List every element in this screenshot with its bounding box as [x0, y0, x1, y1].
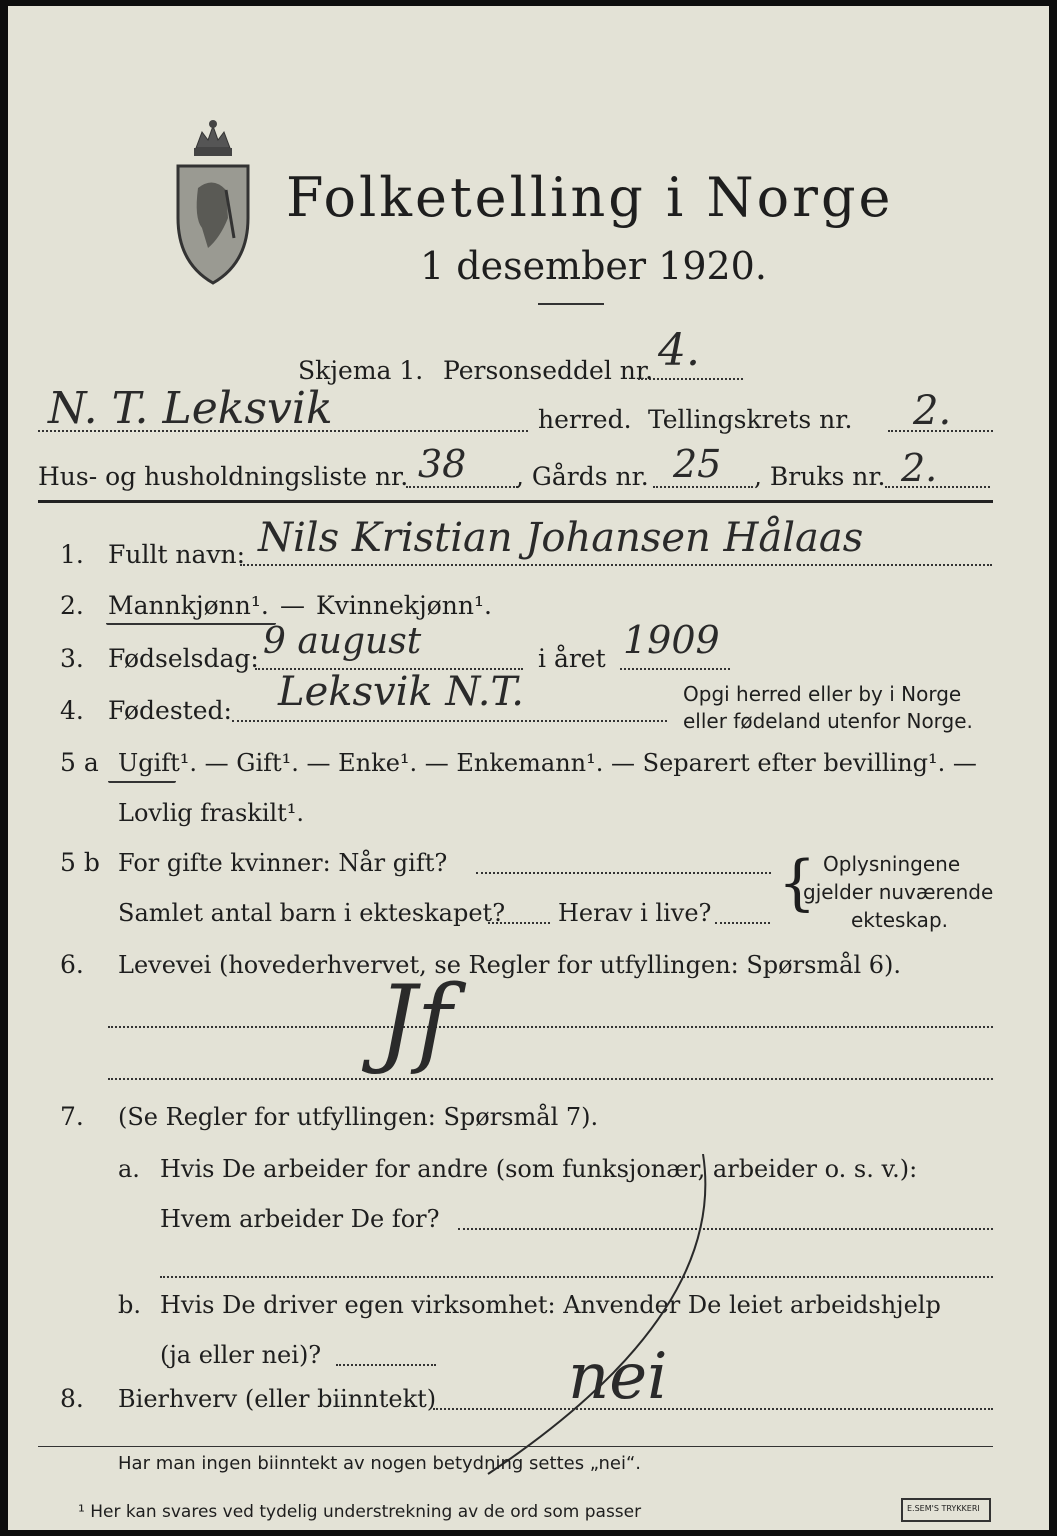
q7b-line1: Hvis De driver egen virksomhet: Anvender De leiet arbeidshjelp: [160, 1291, 941, 1319]
q8-number: 8.: [60, 1384, 84, 1413]
q1-number: 1.: [60, 540, 84, 569]
q5b-number: 5 b: [60, 848, 100, 877]
marital-status-options: Ugift¹. — Gift¹. — Enke¹. — Enkemann¹. — Separert efter bevilling¹. —: [118, 749, 977, 777]
q4-note-line1: Opgi herred eller by i Norge: [683, 682, 962, 706]
q7a-line2: Hvem arbeider De for?: [160, 1205, 440, 1233]
q5b-note-line3: ekteskap.: [851, 908, 948, 932]
footnote: ¹ Her kan svares ved tydelig understrekning av de ord som passer: [78, 1502, 642, 1522]
gards-label: , Gårds nr.: [516, 462, 649, 491]
secondary-income-value: nei: [568, 1340, 668, 1414]
skjema-label: Skjema 1.: [298, 356, 424, 385]
gards-value: 25: [673, 442, 722, 486]
q7b-line2: (ja eller nei)?: [160, 1341, 322, 1369]
personseddel-value: 4.: [658, 325, 700, 376]
q4-note-line2: eller fødeland utenfor Norge.: [683, 709, 973, 733]
q7-number: 7.: [60, 1102, 84, 1131]
tellingskrets-label: Tellingskrets nr.: [648, 405, 853, 434]
q5b-note-line2: gjelder nuværende: [803, 880, 994, 904]
footer-note: Har man ingen biinntekt av nogen betydning settes „nei“.: [118, 1453, 642, 1474]
q3-label: Fødselsdag:: [108, 644, 259, 673]
q7a-letter: a.: [118, 1155, 140, 1183]
gender-female-option: Kvinnekjønn¹.: [316, 591, 492, 620]
ugift-underline: [108, 781, 176, 783]
occupation-value: Jf: [378, 965, 453, 1077]
census-form: [8, 6, 1049, 1530]
q3-number: 3.: [60, 644, 84, 673]
norway-coat-of-arms-icon: [168, 118, 258, 288]
personseddel-label: Personseddel nr.: [443, 356, 654, 385]
marital-status-options-line2: Lovlig fraskilt¹.: [118, 799, 305, 827]
bruks-label: , Bruks nr.: [754, 462, 886, 491]
census-date: 1 desember 1920.: [420, 244, 767, 288]
hus-value: 38: [418, 442, 467, 486]
q3-year-label: i året: [538, 644, 606, 673]
full-name-value: Nils Kristian Johansen Hålaas: [258, 515, 864, 561]
gender-separator: —: [280, 591, 305, 620]
birthday-value: 9 august: [263, 621, 422, 662]
q7b-letter: b.: [118, 1291, 141, 1319]
q6-number: 6.: [60, 950, 84, 979]
q4-label: Fødested:: [108, 696, 232, 725]
birth-year-value: 1909: [623, 618, 720, 662]
hus-label: Hus- og husholdningsliste nr.: [38, 462, 409, 491]
male-underline: [106, 623, 276, 625]
q7a-line1: Hvis De arbeider for andre (som funksjonær, arbeider o. s. v.):: [160, 1155, 918, 1183]
header-divider: [38, 500, 993, 503]
q7-strike-line: [428, 1154, 748, 1484]
form-title: Folketelling i Norge: [286, 166, 894, 229]
q5a-number: 5 a: [60, 748, 99, 777]
gender-male-option: Mannkjønn¹.: [108, 591, 269, 620]
q7-label: (Se Regler for utfyllingen: Spørsmål 7).: [118, 1103, 599, 1131]
q6-label: Levevei (hovederhvervet, se Regler for utfyllingen: Spørsmål 6).: [118, 951, 902, 979]
q5b-note-line1: Oplysningene: [823, 852, 961, 876]
q2-number: 2.: [60, 591, 84, 620]
q5b-children-label: Samlet antal barn i ekteskapet?: [118, 899, 506, 927]
bruks-value: 2.: [901, 446, 938, 490]
herred-label: herred.: [538, 405, 632, 434]
q5b-line1: For gifte kvinner: Når gift?: [118, 849, 448, 877]
q8-label: Bierhverv (eller biinntekt): [118, 1385, 437, 1413]
q5b-brace: {: [778, 848, 817, 918]
tellingskrets-value: 2.: [913, 388, 952, 434]
birthplace-value: Leksvik N.T.: [278, 669, 525, 715]
q4-number: 4.: [60, 696, 84, 725]
q5b-alive-label: Herav i live?: [558, 899, 712, 927]
footer-divider: [38, 1446, 993, 1447]
herred-handwritten: N. T. Leksvik: [48, 383, 333, 434]
title-divider: [538, 303, 604, 305]
printer-stamp: E.SEM'S TRYKKERI: [901, 1498, 991, 1522]
q1-label: Fullt navn:: [108, 540, 246, 569]
